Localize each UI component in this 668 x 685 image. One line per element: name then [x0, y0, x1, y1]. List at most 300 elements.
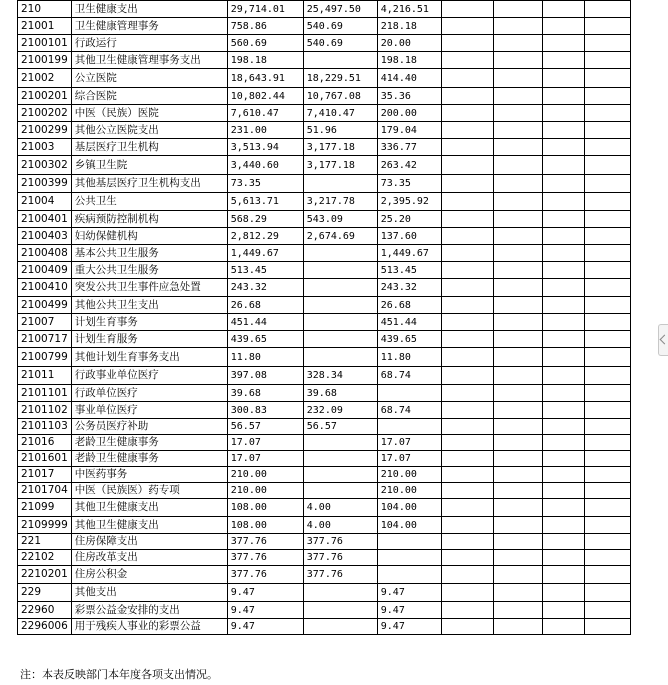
empty-cell — [441, 566, 493, 584]
empty-cell — [584, 619, 630, 635]
empty-cell — [584, 385, 630, 402]
row-project-expenditure: 137.60 — [377, 228, 441, 245]
row-name: 老龄卫生健康事务 — [71, 451, 227, 467]
empty-cell — [493, 584, 542, 602]
row-name: 行政单位医疗 — [71, 385, 227, 402]
empty-cell — [441, 105, 493, 122]
empty-cell — [493, 602, 542, 619]
row-basic-expenditure: 377.76 — [303, 534, 377, 550]
row-total: 39.68 — [227, 385, 303, 402]
table-row — [18, 297, 631, 314]
row-basic-expenditure: 377.76 — [303, 566, 377, 584]
empty-cell — [441, 245, 493, 262]
table-row — [18, 69, 631, 88]
row-basic-expenditure: 232.09 — [303, 402, 377, 419]
empty-cell — [584, 451, 630, 467]
row-basic-expenditure: 3,217.78 — [303, 193, 377, 211]
table-row — [18, 122, 631, 139]
empty-cell — [542, 69, 584, 88]
row-total: 9.47 — [227, 602, 303, 619]
empty-cell — [441, 584, 493, 602]
empty-cell — [493, 467, 542, 483]
empty-cell — [542, 402, 584, 419]
empty-cell — [584, 550, 630, 566]
row-total: 17.07 — [227, 435, 303, 451]
row-code: 21099 — [18, 499, 72, 517]
row-basic-expenditure: 10,767.08 — [303, 88, 377, 105]
table-row — [18, 211, 631, 228]
empty-cell — [441, 279, 493, 297]
table-row — [18, 483, 631, 499]
empty-cell — [542, 228, 584, 245]
row-code: 21017 — [18, 467, 72, 483]
empty-cell — [542, 52, 584, 69]
empty-cell — [493, 314, 542, 331]
empty-cell — [441, 52, 493, 69]
empty-cell — [542, 35, 584, 52]
empty-cell — [584, 517, 630, 534]
empty-cell — [493, 483, 542, 499]
row-name: 其他公共卫生支出 — [71, 297, 227, 314]
empty-cell — [542, 566, 584, 584]
row-basic-expenditure — [303, 435, 377, 451]
row-basic-expenditure — [303, 175, 377, 193]
row-code: 2100401 — [18, 211, 72, 228]
row-project-expenditure — [377, 566, 441, 584]
row-total: 397.08 — [227, 367, 303, 385]
row-name: 其他支出 — [71, 584, 227, 602]
empty-cell — [493, 534, 542, 550]
row-project-expenditure: 9.47 — [377, 584, 441, 602]
row-total: 73.35 — [227, 175, 303, 193]
row-total: 10,802.44 — [227, 88, 303, 105]
row-code: 2100399 — [18, 175, 72, 193]
row-project-expenditure: 104.00 — [377, 517, 441, 534]
empty-cell — [493, 550, 542, 566]
empty-cell — [493, 279, 542, 297]
empty-cell — [493, 122, 542, 139]
row-project-expenditure: 218.18 — [377, 18, 441, 35]
row-code: 21004 — [18, 193, 72, 211]
empty-cell — [493, 245, 542, 262]
empty-cell — [441, 297, 493, 314]
row-basic-expenditure: 543.09 — [303, 211, 377, 228]
row-project-expenditure: 439.65 — [377, 331, 441, 348]
table-row — [18, 602, 631, 619]
row-basic-expenditure — [303, 451, 377, 467]
row-name: 用于残疾人事业的彩票公益 — [71, 619, 227, 635]
empty-cell — [542, 105, 584, 122]
empty-cell — [584, 566, 630, 584]
empty-cell — [542, 193, 584, 211]
row-total: 210.00 — [227, 467, 303, 483]
row-project-expenditure: 68.74 — [377, 402, 441, 419]
table-row — [18, 348, 631, 367]
row-basic-expenditure — [303, 483, 377, 499]
empty-cell — [542, 314, 584, 331]
row-basic-expenditure — [303, 245, 377, 262]
row-code: 2100199 — [18, 52, 72, 69]
row-basic-expenditure: 2,674.69 — [303, 228, 377, 245]
empty-cell — [584, 88, 630, 105]
table-row — [18, 228, 631, 245]
row-total: 243.32 — [227, 279, 303, 297]
empty-cell — [493, 566, 542, 584]
empty-cell — [584, 262, 630, 279]
row-project-expenditure: 336.77 — [377, 139, 441, 156]
empty-cell — [584, 193, 630, 211]
row-project-expenditure: 414.40 — [377, 69, 441, 88]
row-total: 9.47 — [227, 619, 303, 635]
row-total: 2,812.29 — [227, 228, 303, 245]
empty-cell — [441, 483, 493, 499]
row-project-expenditure — [377, 534, 441, 550]
table-row — [18, 139, 631, 156]
row-basic-expenditure — [303, 314, 377, 331]
empty-cell — [542, 517, 584, 534]
row-basic-expenditure: 4.00 — [303, 499, 377, 517]
row-name: 住房保障支出 — [71, 534, 227, 550]
empty-cell — [584, 402, 630, 419]
empty-cell — [542, 245, 584, 262]
empty-cell — [493, 419, 542, 435]
row-code: 2100403 — [18, 228, 72, 245]
empty-cell — [542, 499, 584, 517]
row-total: 377.76 — [227, 534, 303, 550]
row-total: 210.00 — [227, 483, 303, 499]
empty-cell — [493, 297, 542, 314]
empty-cell — [493, 435, 542, 451]
empty-cell — [493, 175, 542, 193]
empty-cell — [441, 619, 493, 635]
table-row — [18, 156, 631, 175]
empty-cell — [542, 483, 584, 499]
table-row — [18, 566, 631, 584]
empty-cell — [542, 175, 584, 193]
row-name: 事业单位医疗 — [71, 402, 227, 419]
row-name: 住房公积金 — [71, 566, 227, 584]
chevron-left-icon — [660, 335, 668, 345]
empty-cell — [493, 69, 542, 88]
empty-cell — [493, 385, 542, 402]
row-project-expenditure: 210.00 — [377, 467, 441, 483]
row-code: 2100717 — [18, 331, 72, 348]
empty-cell — [584, 467, 630, 483]
empty-cell — [441, 550, 493, 566]
empty-cell — [493, 52, 542, 69]
row-total: 758.86 — [227, 18, 303, 35]
table-row — [18, 193, 631, 211]
empty-cell — [441, 88, 493, 105]
row-project-expenditure: 68.74 — [377, 367, 441, 385]
empty-cell — [542, 584, 584, 602]
empty-cell — [542, 18, 584, 35]
row-project-expenditure: 25.20 — [377, 211, 441, 228]
row-name: 中医药事务 — [71, 467, 227, 483]
empty-cell — [441, 467, 493, 483]
empty-cell — [441, 314, 493, 331]
empty-cell — [584, 211, 630, 228]
row-total: 231.00 — [227, 122, 303, 139]
row-name: 公立医院 — [71, 69, 227, 88]
row-code: 229 — [18, 584, 72, 602]
row-total: 3,513.94 — [227, 139, 303, 156]
empty-cell — [493, 156, 542, 175]
row-name: 其他计划生育事务支出 — [71, 348, 227, 367]
row-project-expenditure: 17.07 — [377, 451, 441, 467]
row-basic-expenditure: 3,177.18 — [303, 139, 377, 156]
empty-cell — [542, 550, 584, 566]
row-code: 2101704 — [18, 483, 72, 499]
empty-cell — [441, 175, 493, 193]
empty-cell — [493, 367, 542, 385]
row-project-expenditure: 198.18 — [377, 52, 441, 69]
row-total: 198.18 — [227, 52, 303, 69]
row-name: 突发公共卫生事件应急处置 — [71, 279, 227, 297]
row-basic-expenditure — [303, 584, 377, 602]
row-total: 108.00 — [227, 517, 303, 534]
empty-cell — [493, 139, 542, 156]
empty-cell — [542, 367, 584, 385]
empty-cell — [441, 139, 493, 156]
row-name: 综合医院 — [71, 88, 227, 105]
table-row — [18, 550, 631, 566]
row-project-expenditure: 179.04 — [377, 122, 441, 139]
table-row — [18, 534, 631, 550]
row-total: 26.68 — [227, 297, 303, 314]
empty-cell — [493, 88, 542, 105]
empty-cell — [542, 331, 584, 348]
empty-cell — [441, 262, 493, 279]
row-code: 2109999 — [18, 517, 72, 534]
row-name: 行政运行 — [71, 35, 227, 52]
empty-cell — [493, 402, 542, 419]
table-row — [18, 367, 631, 385]
row-name: 公务员医疗补助 — [71, 419, 227, 435]
row-project-expenditure: 17.07 — [377, 435, 441, 451]
row-code: 21007 — [18, 314, 72, 331]
table-row — [18, 467, 631, 483]
row-code: 2296006 — [18, 619, 72, 635]
empty-cell — [493, 348, 542, 367]
row-project-expenditure: 243.32 — [377, 279, 441, 297]
row-total: 17.07 — [227, 451, 303, 467]
empty-cell — [584, 419, 630, 435]
row-name: 住房改革支出 — [71, 550, 227, 566]
table-row — [18, 314, 631, 331]
row-project-expenditure: 9.47 — [377, 602, 441, 619]
empty-cell — [542, 88, 584, 105]
row-code: 22102 — [18, 550, 72, 566]
empty-cell — [542, 348, 584, 367]
row-name: 中医（民族）医院 — [71, 105, 227, 122]
table-row — [18, 1, 631, 18]
row-code: 221 — [18, 534, 72, 550]
empty-cell — [584, 602, 630, 619]
empty-cell — [493, 619, 542, 635]
row-total: 439.65 — [227, 331, 303, 348]
row-basic-expenditure: 540.69 — [303, 35, 377, 52]
empty-cell — [584, 499, 630, 517]
row-total: 1,449.67 — [227, 245, 303, 262]
row-project-expenditure: 4,216.51 — [377, 1, 441, 18]
row-code: 22960 — [18, 602, 72, 619]
empty-cell — [493, 451, 542, 467]
row-code: 21003 — [18, 139, 72, 156]
empty-cell — [542, 467, 584, 483]
row-basic-expenditure — [303, 279, 377, 297]
expenditure-table — [17, 0, 631, 635]
row-code: 2101601 — [18, 451, 72, 467]
row-name: 计划生育事务 — [71, 314, 227, 331]
empty-cell — [441, 193, 493, 211]
row-basic-expenditure: 51.96 — [303, 122, 377, 139]
empty-cell — [584, 331, 630, 348]
row-basic-expenditure: 56.57 — [303, 419, 377, 435]
row-basic-expenditure — [303, 52, 377, 69]
row-code: 2100408 — [18, 245, 72, 262]
row-total: 5,613.71 — [227, 193, 303, 211]
row-name: 其他卫生健康支出 — [71, 499, 227, 517]
row-name: 基本公共卫生服务 — [71, 245, 227, 262]
empty-cell — [584, 483, 630, 499]
footnote: 注：本表反映部门本年度各项支出情况。 — [20, 668, 218, 681]
row-code: 2100409 — [18, 262, 72, 279]
row-project-expenditure: 1,449.67 — [377, 245, 441, 262]
row-code: 21016 — [18, 435, 72, 451]
table-row — [18, 499, 631, 517]
table-row — [18, 52, 631, 69]
empty-cell — [542, 297, 584, 314]
row-project-expenditure: 263.42 — [377, 156, 441, 175]
row-name: 疾病预防控制机构 — [71, 211, 227, 228]
table-row — [18, 18, 631, 35]
empty-cell — [441, 402, 493, 419]
empty-cell — [493, 105, 542, 122]
row-name: 计划生育服务 — [71, 331, 227, 348]
empty-cell — [441, 419, 493, 435]
row-name: 其他基层医疗卫生机构支出 — [71, 175, 227, 193]
table-body — [18, 1, 631, 635]
empty-cell — [441, 435, 493, 451]
row-name: 卫生健康支出 — [71, 1, 227, 18]
row-project-expenditure: 20.00 — [377, 35, 441, 52]
table-row — [18, 279, 631, 297]
row-code: 2100201 — [18, 88, 72, 105]
row-basic-expenditure: 540.69 — [303, 18, 377, 35]
row-code: 2101102 — [18, 402, 72, 419]
row-total: 56.57 — [227, 419, 303, 435]
row-project-expenditure: 73.35 — [377, 175, 441, 193]
row-project-expenditure: 11.80 — [377, 348, 441, 367]
row-code: 21002 — [18, 69, 72, 88]
empty-cell — [441, 348, 493, 367]
empty-cell — [542, 419, 584, 435]
row-total: 377.76 — [227, 566, 303, 584]
empty-cell — [493, 517, 542, 534]
row-code: 2101103 — [18, 419, 72, 435]
empty-cell — [441, 18, 493, 35]
table-row — [18, 435, 631, 451]
row-project-expenditure: 2,395.92 — [377, 193, 441, 211]
row-basic-expenditure — [303, 297, 377, 314]
row-basic-expenditure: 39.68 — [303, 385, 377, 402]
table-row — [18, 175, 631, 193]
empty-cell — [493, 193, 542, 211]
empty-cell — [584, 105, 630, 122]
empty-cell — [441, 211, 493, 228]
table-row — [18, 35, 631, 52]
empty-cell — [493, 331, 542, 348]
row-project-expenditure: 104.00 — [377, 499, 441, 517]
empty-cell — [441, 602, 493, 619]
row-code: 210 — [18, 1, 72, 18]
empty-cell — [493, 499, 542, 517]
row-project-expenditure: 200.00 — [377, 105, 441, 122]
row-name: 彩票公益金安排的支出 — [71, 602, 227, 619]
empty-cell — [542, 451, 584, 467]
row-total: 377.76 — [227, 550, 303, 566]
row-name: 行政事业单位医疗 — [71, 367, 227, 385]
row-project-expenditure — [377, 385, 441, 402]
empty-cell — [441, 156, 493, 175]
empty-cell — [441, 385, 493, 402]
empty-cell — [542, 279, 584, 297]
row-basic-expenditure: 25,497.50 — [303, 1, 377, 18]
row-basic-expenditure: 377.76 — [303, 550, 377, 566]
empty-cell — [493, 262, 542, 279]
empty-cell — [584, 297, 630, 314]
row-basic-expenditure: 18,229.51 — [303, 69, 377, 88]
empty-cell — [441, 69, 493, 88]
empty-cell — [584, 175, 630, 193]
row-basic-expenditure: 328.34 — [303, 367, 377, 385]
empty-cell — [441, 499, 493, 517]
row-code: 2100799 — [18, 348, 72, 367]
row-code: 21001 — [18, 18, 72, 35]
empty-cell — [584, 435, 630, 451]
empty-cell — [584, 228, 630, 245]
empty-cell — [542, 262, 584, 279]
empty-cell — [441, 1, 493, 18]
row-name: 卫生健康管理事务 — [71, 18, 227, 35]
table-row — [18, 619, 631, 635]
empty-cell — [584, 367, 630, 385]
table-row — [18, 451, 631, 467]
empty-cell — [542, 619, 584, 635]
row-code: 2100101 — [18, 35, 72, 52]
empty-cell — [584, 534, 630, 550]
empty-cell — [584, 279, 630, 297]
row-total: 560.69 — [227, 35, 303, 52]
row-name: 其他卫生健康支出 — [71, 517, 227, 534]
row-code: 2100299 — [18, 122, 72, 139]
table-row — [18, 402, 631, 419]
empty-cell — [441, 331, 493, 348]
empty-cell — [584, 122, 630, 139]
collapse-tab[interactable] — [658, 324, 668, 356]
row-project-expenditure: 210.00 — [377, 483, 441, 499]
row-project-expenditure: 35.36 — [377, 88, 441, 105]
empty-cell — [542, 122, 584, 139]
table-row — [18, 262, 631, 279]
empty-cell — [493, 35, 542, 52]
empty-cell — [441, 122, 493, 139]
empty-cell — [542, 385, 584, 402]
empty-cell — [584, 18, 630, 35]
row-total: 11.80 — [227, 348, 303, 367]
row-name: 中医（民族医）药专项 — [71, 483, 227, 499]
